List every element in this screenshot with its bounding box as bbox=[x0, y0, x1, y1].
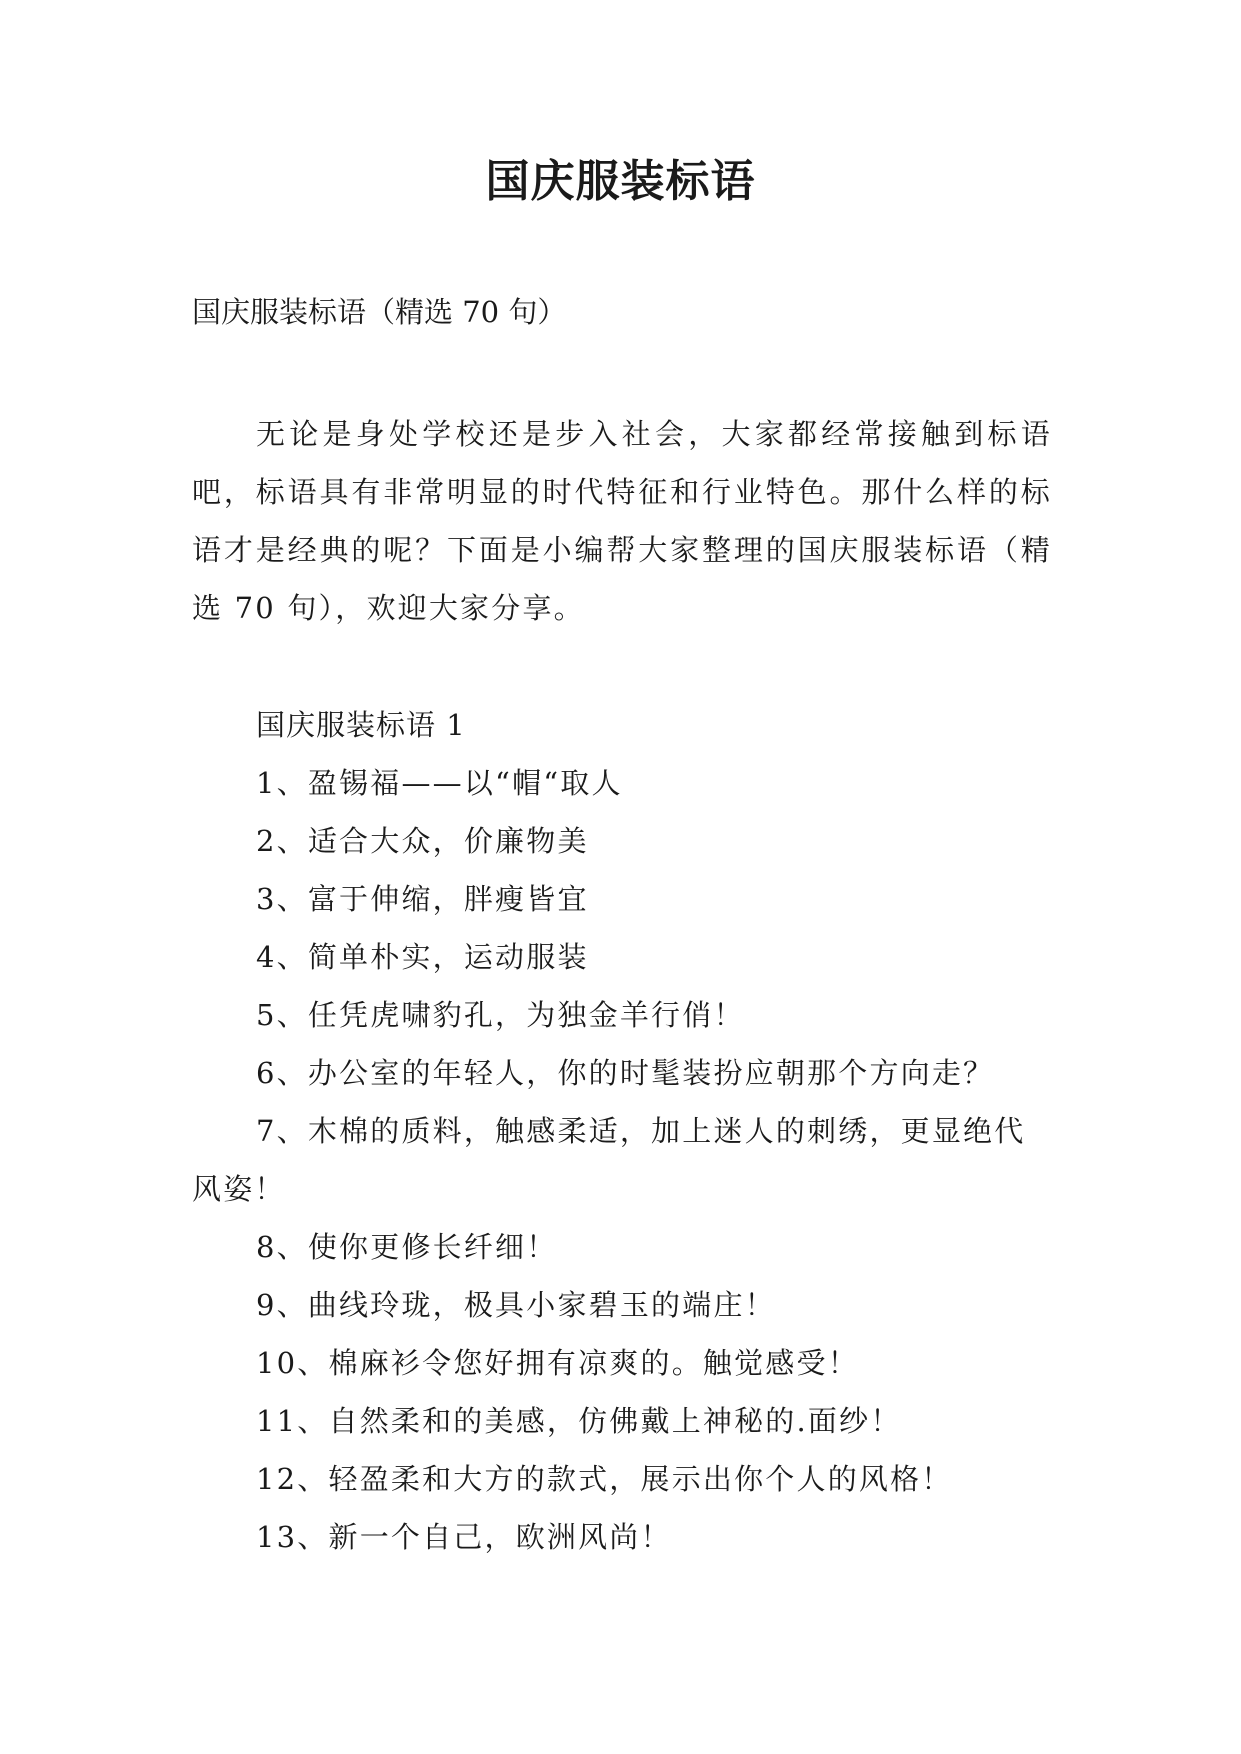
slogan-item: 1、盈锡福——以“帽“取人 bbox=[256, 766, 623, 800]
section-title: 国庆服装标语 1 bbox=[256, 708, 466, 742]
slogan-item: 11、自然柔和的美感，仿佛戴上神秘的.面纱！ bbox=[256, 1404, 902, 1438]
slogan-item: 9、曲线玲珑，极具小家碧玉的端庄！ bbox=[256, 1288, 776, 1322]
slogan-item: 10、棉麻衫令您好拥有凉爽的。触觉感受！ bbox=[256, 1346, 859, 1380]
slogan-item: 4、简单朴实，运动服装 bbox=[256, 940, 589, 974]
slogan-item: 8、使你更修长纤细！ bbox=[256, 1230, 558, 1264]
slogan-item: 13、新一个自己，欧洲风尚！ bbox=[256, 1520, 672, 1554]
slogan-item: 5、任凭虎啸豹孔，为独金羊行俏！ bbox=[256, 998, 745, 1032]
slogan-section bbox=[192, 696, 1052, 1566]
document-title: 国庆服装标语 bbox=[485, 156, 756, 207]
document-subtitle: 国庆服装标语（精选 70 句） bbox=[192, 295, 567, 329]
slogan-item: 3、富于伸缩，胖瘦皆宜 bbox=[256, 882, 589, 916]
slogan-item: 7、木棉的质料，触感柔适，加上迷人的刺绣，更显绝代风姿！ bbox=[192, 1114, 1026, 1206]
intro-paragraph: 无论是身处学校还是步入社会，大家都经常接触到标语吧，标语具有非常明显的时代特征和行业特色。那什么样的标语才是经典的呢？下面是小编帮大家整理的国庆服装标语（精选 70 句），欢迎大家分享。 bbox=[192, 417, 1052, 625]
slogan-item: 6、办公室的年轻人，你的时髦装扮应朝那个方向走？ bbox=[256, 1056, 995, 1090]
slogan-item: 12、轻盈柔和大方的款式，展示出你个人的风格！ bbox=[256, 1462, 953, 1496]
slogan-item: 2、适合大众，价廉物美 bbox=[256, 824, 589, 858]
